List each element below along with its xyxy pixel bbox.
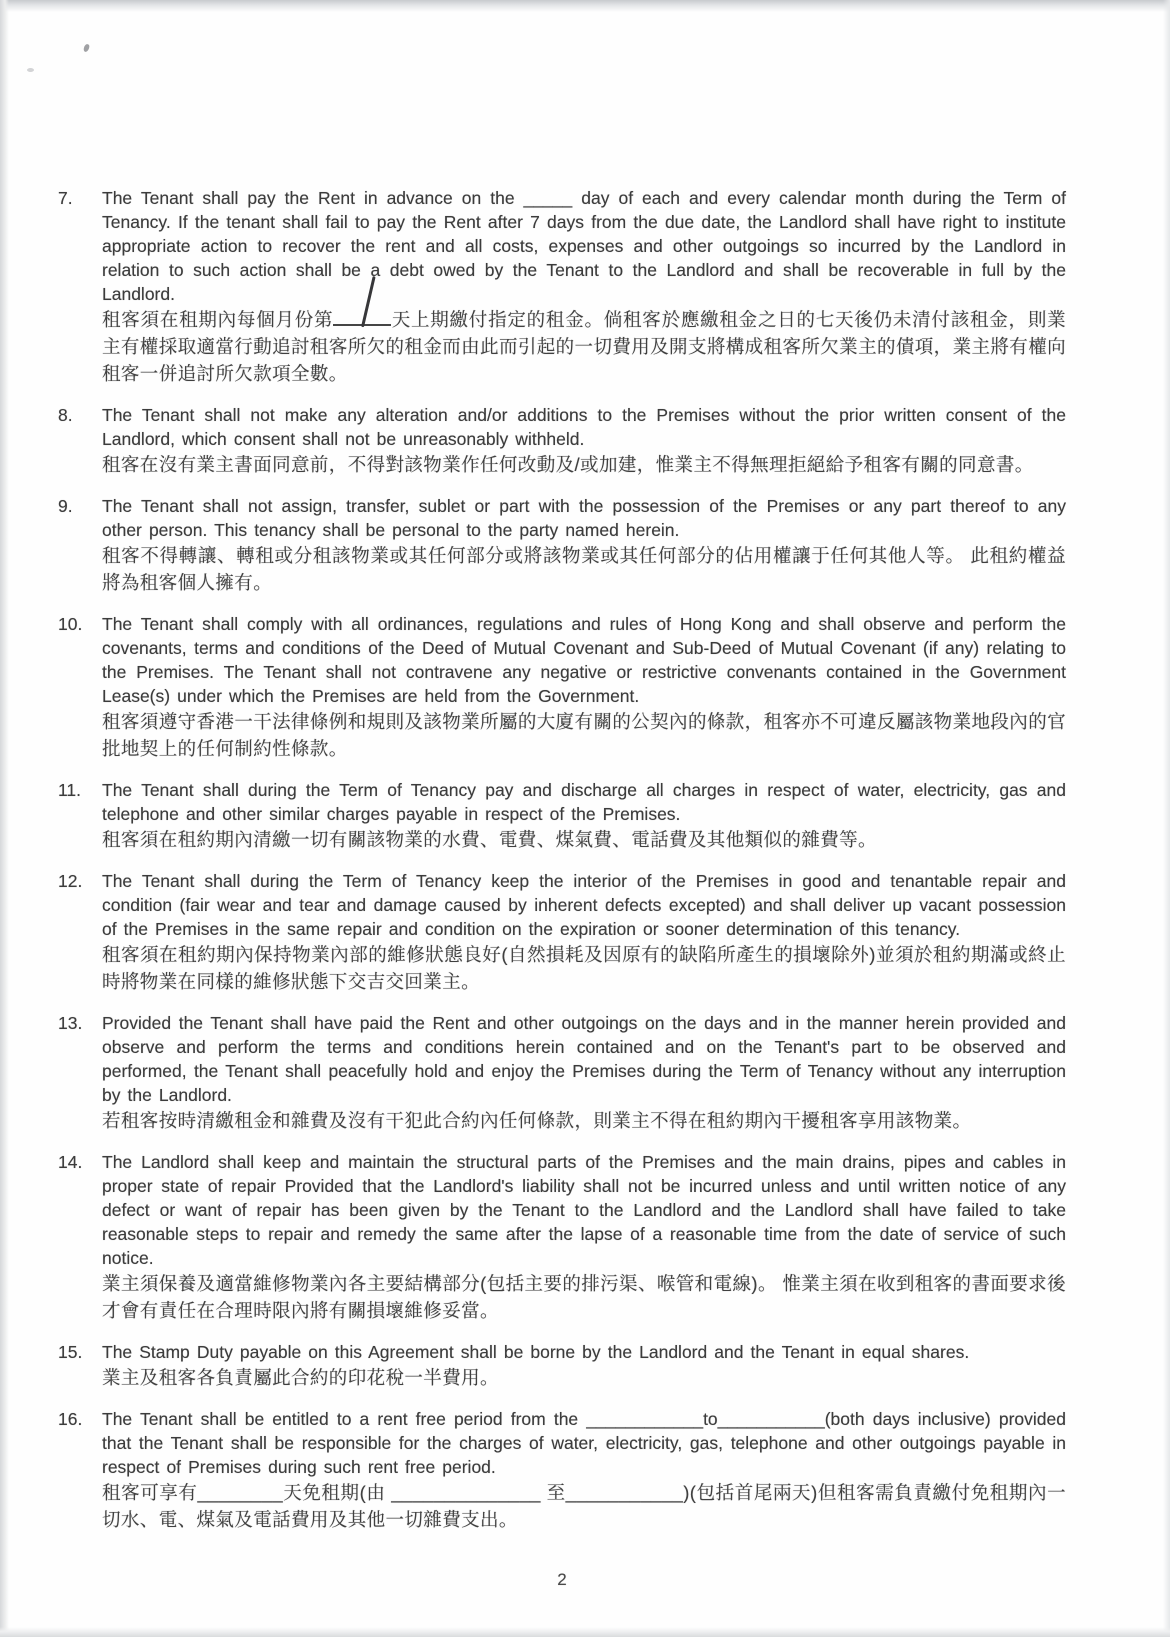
clause-number: 14. [58, 1152, 83, 1172]
clause-body [102, 1340, 1066, 1391]
clause-16 [58, 1407, 1066, 1533]
clause-body [102, 1011, 1066, 1134]
clause-7 [58, 186, 1066, 387]
clause-8-english: The Tenant shall not make any alteration and/or additions to the Premises without the prior written consent of the Landlord, which consent shall not be unreasonably withheld. [102, 405, 1066, 449]
clause-body [102, 778, 1066, 853]
page-number: 2 [557, 1570, 567, 1589]
scan-edge-left [0, 0, 9, 1637]
clause-13-english: Provided the Tenant shall have paid the Rent and other outgoings on the days and in the manner herein provided and observe and perform the terms and conditions herein contained and on the Tenant's part to be observed and performed, the Tenant shall peacefully hold and enjoy the Premises during the Term of Tenancy without any interruption by the Landlord. [102, 1013, 1066, 1105]
clause-16-chinese: 租客可享有________天免租期(由 ______________ 至___________)(包括首尾兩天)但租客需負責繳付免租期內一切水、電、煤氣及電話費用及其他一切雜費支出。 [102, 1482, 1066, 1530]
scan-speck [27, 68, 34, 72]
clause-11-chinese: 租客須在租約期內清繳一切有關該物業的水費、電費、煤氣費、電話費及其他類似的雜費等。 [102, 829, 877, 850]
clause-10-english: The Tenant shall comply with all ordinances, regulations and rules of Hong Kong and shall observe and perform the covenants, terms and conditions of the Deed of Mutual Covenant and Sub-Deed of Mutual Covenant (if any) relating to the Premises. The Tenant shall not contravene any negative or restrictive convenants contained in the Government Lease(s) under which the Premises are held from the Government. [102, 614, 1066, 706]
clause-number: 11. [58, 780, 82, 800]
clause-body [102, 403, 1066, 478]
clause-12-chinese: 租客須在租約期內保持物業內部的維修狀態良好(自然損耗及因原有的缺陷所產生的損壞除外)並須於租約期滿或終止時將物業在同樣的維修狀態下交吉交回業主。 [102, 944, 1066, 992]
clause-body [102, 1407, 1066, 1533]
clause-15-english: The Stamp Duty payable on this Agreement shall be borne by the Landlord and the Tenant in equal shares. [102, 1342, 970, 1362]
clause-number: 13. [58, 1013, 83, 1033]
clause-11 [58, 778, 1066, 853]
clause-8 [58, 403, 1066, 478]
clause-12-english: The Tenant shall during the Term of Tenancy keep the interior of the Premises in good and tenantable repair and condition (fair wear and tear and damage caused by inherent defects excepted) and shall deliver up vacant possession of the Premises in the same repair and condition on the expiration or sooner determination of this tenancy. [102, 871, 1066, 939]
clause-body [102, 186, 1066, 387]
clause-7-chinese [102, 306, 1066, 387]
clause-body [102, 494, 1066, 596]
clause-11-english: The Tenant shall during the Term of Tenancy pay and discharge all charges in respect of water, electricity, gas and telephone and other similar charges payable in respect of the Premises. [102, 780, 1066, 824]
scan-speck [83, 43, 90, 52]
clause-10-chinese: 租客須遵守香港一干法律條例和規則及該物業所屬的大廈有關的公契內的條款，租客亦不可違反屬該物業地段內的官批地契上的任何制約性條款。 [102, 711, 1066, 759]
clause-13-chinese: 若租客按時清繳租金和雜費及沒有干犯此合約內任何條款，則業主不得在租約期內干擾租客享用該物業。 [102, 1110, 972, 1131]
clause-10 [58, 612, 1066, 762]
clause-7-chinese-after-blank: 天上期繳付指定的租金。倘租客於應繳租金之日的七天後仍未清付該租金，則業主有權採取適當行動追討租客所欠的租金而由此而引起的一切費用及開支將構成租客所欠業主的債項，業主將有權向租客一併追討所欠款項全數。 [102, 309, 1066, 384]
clause-number: 7. [58, 188, 73, 208]
clause-7-chinese-before-blank: 租客須在租期內每個月份第 [102, 309, 334, 330]
clause-13 [58, 1011, 1066, 1134]
clause-7-english: The Tenant shall pay the Rent in advance on the _____ day of each and every calendar month during the Term of Tenancy. If the tenant shall fail to pay the Rent after 7 days from the due date, the Landlord shall have right to institute appropriate action to recover the rent and all costs, expenses and other outgoings so incurred by the Landlord in relation to such action shall be a debt owed by the Tenant to the Landlord and shall be recoverable in full by the Landlord. [102, 188, 1066, 304]
clause-9 [58, 494, 1066, 596]
clause-9-chinese: 租客不得轉讓、轉租或分租該物業或其任何部分或將該物業或其任何部分的佔用權讓于任何其他人等。 此租約權益將為租客個人擁有。 [102, 545, 1066, 593]
scan-edge-right [1163, 0, 1170, 1637]
clause-body [102, 1150, 1066, 1324]
clause-number: 16. [58, 1409, 83, 1429]
clause-14-chinese: 業主須保養及適當維修物業內各主要結構部分(包括主要的排污渠、喉管和電線)。 惟業主須在收到租客的書面要求後才會有責任在合理時限內將有關損壞維修妥當。 [102, 1273, 1066, 1321]
clause-8-chinese: 租客在沒有業主書面同意前，不得對該物業作任何改動及/或加建，惟業主不得無理拒絕給予租客有關的同意書。 [102, 454, 1034, 475]
clause-number: 9. [58, 496, 73, 516]
clause-number: 12. [58, 871, 83, 891]
clause-number: 10. [58, 614, 83, 634]
clause-14 [58, 1150, 1066, 1324]
clause-9-english: The Tenant shall not assign, transfer, sublet or part with the possession of the Premises or any part thereof to any other person. This tenancy shall be personal to the party named herein. [102, 496, 1066, 540]
clause-14-english: The Landlord shall keep and maintain the structural parts of the Premises and the main drains, pipes and cables in proper state of repair Provided that the Landlord's liability shall not be incurred unless and until written notice of any defect or want of repair has been given by the Tenant to the Landlord and the Landlord shall have failed to take reasonable steps to repair and remedy the same after the lapse of a reasonable time from the date of service of such notice. [102, 1152, 1066, 1268]
clause-number: 15. [58, 1342, 83, 1362]
clause-15-chinese: 業主及租客各負責屬此合約的印花稅一半費用。 [102, 1367, 499, 1388]
day-blank-with-handwritten-mark [333, 319, 391, 326]
clause-body [102, 612, 1066, 762]
scan-edge-top [0, 0, 1170, 12]
scan-edge-bottom [0, 1627, 1170, 1637]
tenancy-agreement-page [58, 186, 1066, 1549]
clause-number: 8. [58, 405, 73, 425]
clause-12 [58, 869, 1066, 995]
clause-16-english: The Tenant shall be entitled to a rent free period from the ____________to___________(both days inclusive) provided that the Tenant shall be responsible for the charges of water, electricity, gas, telephone and other outgoings payable in respect of Premises during such rent free period. [102, 1409, 1066, 1477]
clause-body [102, 869, 1066, 995]
clause-15 [58, 1340, 1066, 1391]
